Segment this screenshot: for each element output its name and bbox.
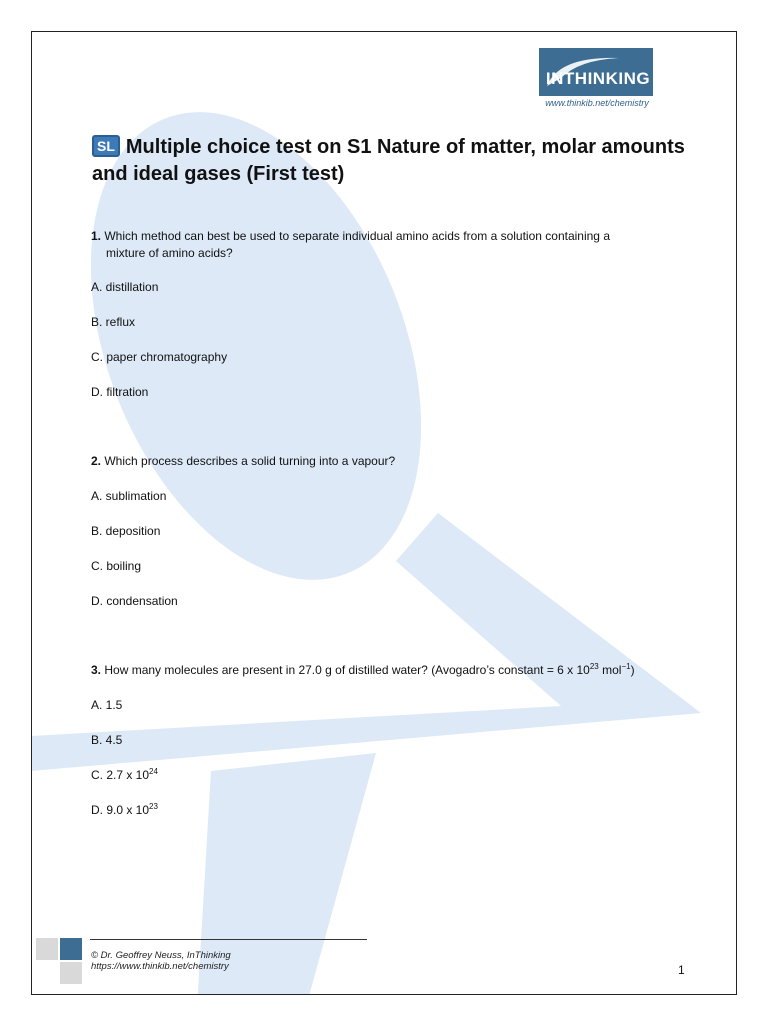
question-text: Which process describes a solid turning into a vapour? bbox=[104, 454, 396, 468]
answer-option[interactable]: A. 1.5 bbox=[91, 698, 123, 712]
question-1 bbox=[91, 228, 610, 262]
question-number: 3. bbox=[91, 663, 102, 677]
answer-option[interactable]: C. boiling bbox=[91, 559, 142, 573]
question-number: 2. bbox=[91, 454, 102, 468]
question-number: 1. bbox=[91, 229, 102, 243]
title-line-1: Multiple choice test on S1 Nature of matter, molar amounts bbox=[125, 136, 685, 158]
answer-option[interactable]: C. 2.7 x $10^{24}$ bbox=[91, 767, 158, 782]
answer-option[interactable]: A. distillation bbox=[91, 280, 159, 294]
answer-option[interactable]: D. condensation bbox=[91, 594, 178, 608]
question-text-continued: mixture of amino acids? bbox=[106, 246, 233, 260]
answer-option[interactable]: C. paper chromatography bbox=[91, 350, 228, 364]
logo-url: www.thinkib.net/chemistry bbox=[545, 98, 649, 108]
footer-author: © Dr. Geoffrey Neuss, InThinking bbox=[91, 950, 231, 961]
question-3 bbox=[91, 662, 635, 679]
page-number: 1 bbox=[678, 963, 685, 977]
footer-url[interactable]: https://www.thinkib.net/chemistry bbox=[91, 961, 229, 972]
page-title bbox=[92, 134, 712, 188]
answer-option[interactable]: D. 9.0 x $10^{23}$ bbox=[91, 802, 158, 817]
logo-text: INTHINKING bbox=[545, 69, 651, 88]
answer-option[interactable]: B. reflux bbox=[91, 315, 136, 329]
logo-swoosh-icon bbox=[539, 48, 653, 96]
answer-option[interactable]: B. deposition bbox=[91, 524, 161, 538]
title-line-2: and ideal gases (First test) bbox=[92, 163, 345, 185]
answer-option[interactable]: A. sublimation bbox=[91, 489, 167, 503]
footer-divider bbox=[90, 939, 367, 940]
inthinking-logo bbox=[539, 48, 653, 96]
sl-badge: SL bbox=[92, 135, 120, 157]
answer-option[interactable]: B. 4.5 bbox=[91, 733, 123, 747]
footer-credits bbox=[91, 950, 231, 972]
question-2 bbox=[91, 453, 395, 470]
answer-option[interactable]: D. filtration bbox=[91, 385, 149, 399]
question-text: Which method can best be used to separate individual amino acids from a solution containing a bbox=[104, 229, 610, 243]
document-page bbox=[31, 31, 737, 995]
question-text: How many molecules are present in 27.0 g of distilled water? (Avogadro’s constant = 6 x $10^{23}$ mol$^{-1}$) bbox=[104, 662, 635, 677]
